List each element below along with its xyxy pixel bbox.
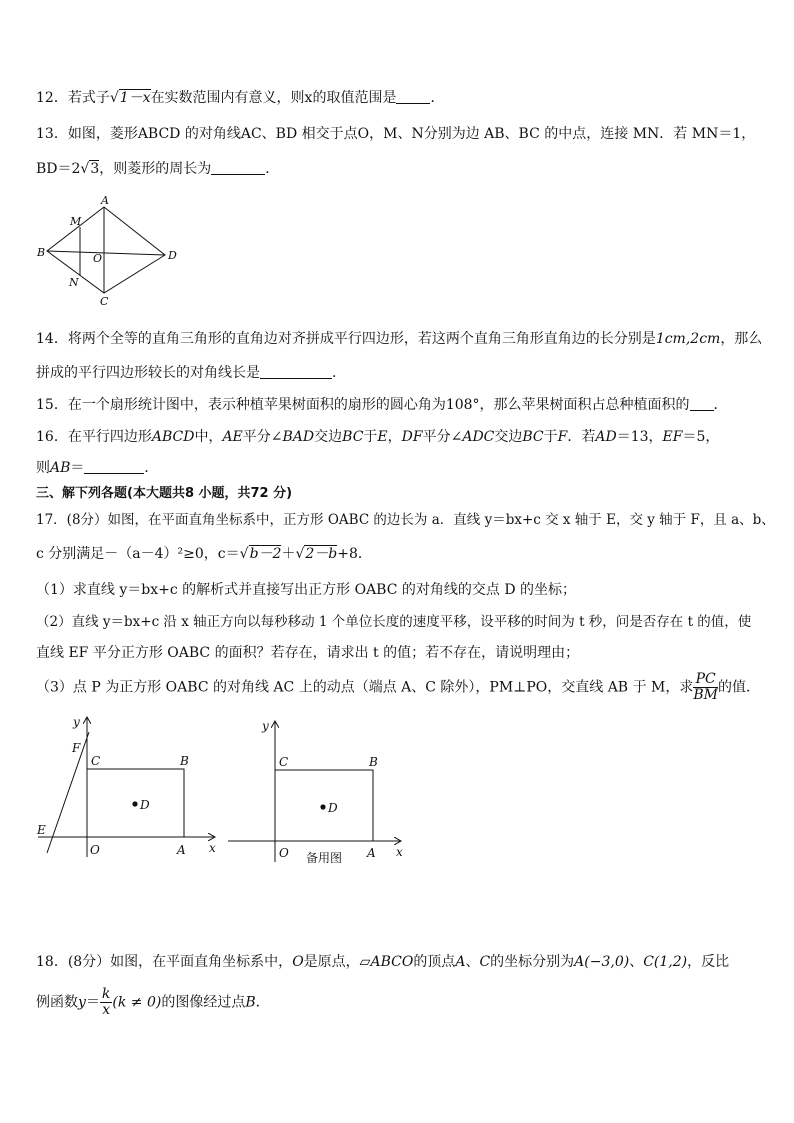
q13-radicand: 3: [90, 161, 100, 177]
q18-text: 的顶点: [413, 954, 456, 970]
q16-math: DF: [401, 429, 423, 445]
q17-part3-text: （3）点 P 为正方形 OABC 的对角线 AC 上的动点（端点 A、C 除外），PM⊥PO，交直线 AB 于 M，求: [36, 679, 694, 696]
parallelogram-symbol: ▱: [359, 954, 371, 970]
fraction-denominator: x: [102, 1002, 111, 1018]
q16-math: ADC: [462, 429, 495, 445]
q18-text: 的图像经过点: [161, 994, 246, 1011]
line-ef: [47, 732, 89, 853]
fraction-denominator: BM: [693, 687, 718, 703]
spare-figure-caption: 备用图: [306, 851, 343, 865]
q18-math: C: [479, 954, 491, 970]
q17-line1: 17．(8分）如图，在平面直角坐标系中，正方形 OABC 的边长为 a．直线 y＝bx+c 交 x 轴于 E，交 y 轴于 F，且 a、b、: [36, 512, 775, 528]
label-b: B: [369, 755, 378, 769]
plus-sign: ＋: [281, 546, 296, 562]
q16-end: ．: [144, 460, 159, 476]
label-y: y: [73, 715, 80, 729]
q16-text: 16．在平行四边形: [36, 429, 152, 445]
q18-math: A: [455, 954, 466, 970]
label-x: x: [209, 841, 216, 855]
q14-suffix: ，那么: [720, 331, 763, 347]
q18-math: y: [78, 994, 86, 1011]
label-o: O: [93, 252, 103, 265]
square-oabc: [275, 770, 373, 841]
q13-end: ．: [265, 161, 280, 177]
label-c: C: [100, 295, 109, 308]
label-a: A: [177, 843, 186, 857]
q13-line2-suffix: ，则菱形的周长为: [99, 161, 212, 177]
q12-line: [36, 89, 444, 107]
label-b: B: [37, 246, 46, 259]
label-b: B: [180, 754, 189, 768]
section-3-heading: 三、解下列各题(本大题共8 小题，共72 分): [36, 486, 293, 501]
label-o: O: [90, 843, 100, 857]
fraction-numerator: PC: [693, 672, 718, 688]
q17-part2-line1: （2）直线 y＝bx+c 沿 x 轴正方向以每秒移动 1 个单位长度的速度平移，设平移的时间为 t 秒，问是否存在 t 的值，使: [36, 614, 752, 630]
q13-bd-prefix: BD＝2: [36, 161, 81, 177]
label-c: C: [279, 755, 289, 769]
label-o: O: [279, 846, 289, 860]
q14-line1: [36, 330, 762, 348]
q18-math: B: [245, 994, 256, 1011]
label-d: D: [140, 798, 150, 812]
point-a-coords: A(−3,0): [574, 954, 630, 970]
q16-text: 交边: [314, 429, 343, 445]
q15-text: 15．在一个扇形统计图中，表示种植苹果树面积的扇形的圆心角为108°，那么苹果树面积占总种植面积的: [36, 397, 690, 413]
q16-text: 平分∠: [242, 429, 283, 445]
q16-answer-blank[interactable]: [84, 459, 144, 474]
q12-prefix: 12．若式子: [36, 90, 110, 106]
q17-radicand-1: b－2: [249, 546, 282, 562]
q16-text: 于: [363, 429, 378, 445]
q16-text: 中，: [194, 429, 223, 445]
q18-text: 18．(8分）如图，在平面直角坐标系中，: [36, 954, 293, 970]
point-d-dot: [132, 801, 137, 806]
q17-part3-end: 的值．: [717, 679, 760, 696]
q16-text: 则: [36, 460, 50, 476]
q16-line2: [36, 459, 158, 477]
q15-answer-blank[interactable]: [690, 396, 714, 411]
q16-math: BC: [342, 429, 364, 445]
label-d: D: [328, 801, 338, 815]
label-a: A: [367, 846, 376, 860]
q12-radicand: 1－x: [119, 90, 151, 106]
q18-text: 是原点，: [303, 954, 360, 970]
k-over-x-fraction: [100, 987, 112, 1018]
q18-math: O: [292, 954, 304, 970]
q16-math: AB: [50, 460, 71, 476]
fraction-numerator: k: [101, 986, 111, 1002]
q14-line2: [36, 364, 346, 382]
q16-text: 交边: [494, 429, 523, 445]
q13-radical-sign: √: [80, 161, 90, 177]
q16-math: E: [377, 429, 388, 445]
q13-line1: 13．如图，菱形ABCD 的对角线AC、BD 相交于点O，M、N分别为边 AB、BC 的中点，连接 MN．若 MN＝1，: [36, 126, 756, 142]
q17-condition-text: c 分别满足－（a－4）²≥0，c＝: [36, 546, 240, 562]
q14-line2-text: 拼成的平行四边形较长的对角线长是: [36, 365, 260, 381]
label-c: C: [91, 754, 101, 768]
q16-math: BC: [522, 429, 544, 445]
label-n: N: [69, 276, 79, 289]
q16-text: 于: [543, 429, 558, 445]
radical-sign: √: [295, 546, 305, 562]
q17-condition-end: +8．: [337, 546, 372, 562]
q18-text: 、: [629, 954, 644, 970]
q12-radical-sign: √: [109, 90, 119, 106]
q18-text: 的坐标分别为: [490, 954, 575, 970]
q14-prefix: 14．将两个全等的直角三角形的直角边对齐拼成平行四边形，若这两个直角三角形直角边的长分别是: [36, 331, 656, 347]
q17-radicand-2: 2－b: [305, 546, 338, 562]
point-d-dot: [320, 804, 325, 809]
q16-text: 平分∠: [422, 429, 463, 445]
label-x: x: [396, 845, 403, 859]
label-y: y: [262, 719, 269, 733]
q18-text: ，反比: [687, 954, 730, 970]
q12-suffix: 在实数范围内有意义，则x的取值范围是: [150, 90, 397, 106]
q14-leg-lengths: 1cm,2cm: [655, 331, 721, 347]
q17-figure-2: [228, 722, 400, 862]
label-a: A: [101, 194, 109, 207]
q18-text: ＝: [85, 994, 100, 1011]
q16-line1: [36, 428, 719, 446]
k-nonzero-condition: (k ≠ 0): [112, 994, 162, 1011]
q12-answer-blank[interactable]: [396, 89, 430, 104]
q16-text: ＝: [70, 460, 85, 476]
q18-math: ABCO: [370, 954, 414, 970]
q17-part1: （1）求直线 y＝bx+c 的解析式并直接写出正方形 OABC 的对角线的交点 D 的坐标；: [36, 582, 577, 598]
q13-answer-blank[interactable]: [211, 160, 265, 175]
square-oabc: [87, 769, 184, 837]
label-m: M: [70, 215, 82, 228]
label-d: D: [168, 249, 177, 262]
point-c-coords: C(1,2): [643, 954, 688, 970]
q18-text: 、: [465, 954, 480, 970]
pc-over-bm-fraction: [693, 672, 718, 703]
q15-line: [36, 396, 728, 414]
radical-sign: √: [239, 546, 249, 562]
label-f: F: [72, 741, 81, 755]
q18-line1: [36, 953, 729, 971]
q16-math: EF: [662, 429, 683, 445]
q17-part3: [36, 672, 760, 703]
q16-text: ＝5，: [682, 429, 720, 445]
q13-line2: [36, 160, 279, 178]
q16-math: AE: [222, 429, 243, 445]
q16-text: ，: [387, 429, 402, 445]
q16-math: AD: [595, 429, 617, 445]
q15-end: ．: [713, 397, 728, 413]
q16-text: ．若: [567, 429, 596, 445]
diagonal-bd: [47, 251, 165, 255]
q16-math: ABCD: [151, 429, 195, 445]
label-e: E: [37, 823, 46, 837]
q14-answer-blank[interactable]: [260, 364, 332, 379]
q14-end: ．: [332, 365, 346, 381]
q16-math: BAD: [282, 429, 315, 445]
q17-line2: [36, 545, 372, 563]
rhombus-outline: [47, 207, 165, 293]
q17-figure-1: [38, 718, 214, 857]
q16-text: ＝13，: [616, 429, 663, 445]
q18-text: ．: [255, 994, 270, 1011]
q18-text: 例函数: [36, 994, 78, 1011]
q16-math: F: [557, 429, 568, 445]
q17-part2-line2: 直线 EF 平分正方形 OABC 的面积？若存在，请求出 t 的值；若不存在，请说明理由；: [36, 645, 580, 661]
q12-end: ．: [430, 90, 445, 106]
q18-line2: [36, 987, 270, 1018]
